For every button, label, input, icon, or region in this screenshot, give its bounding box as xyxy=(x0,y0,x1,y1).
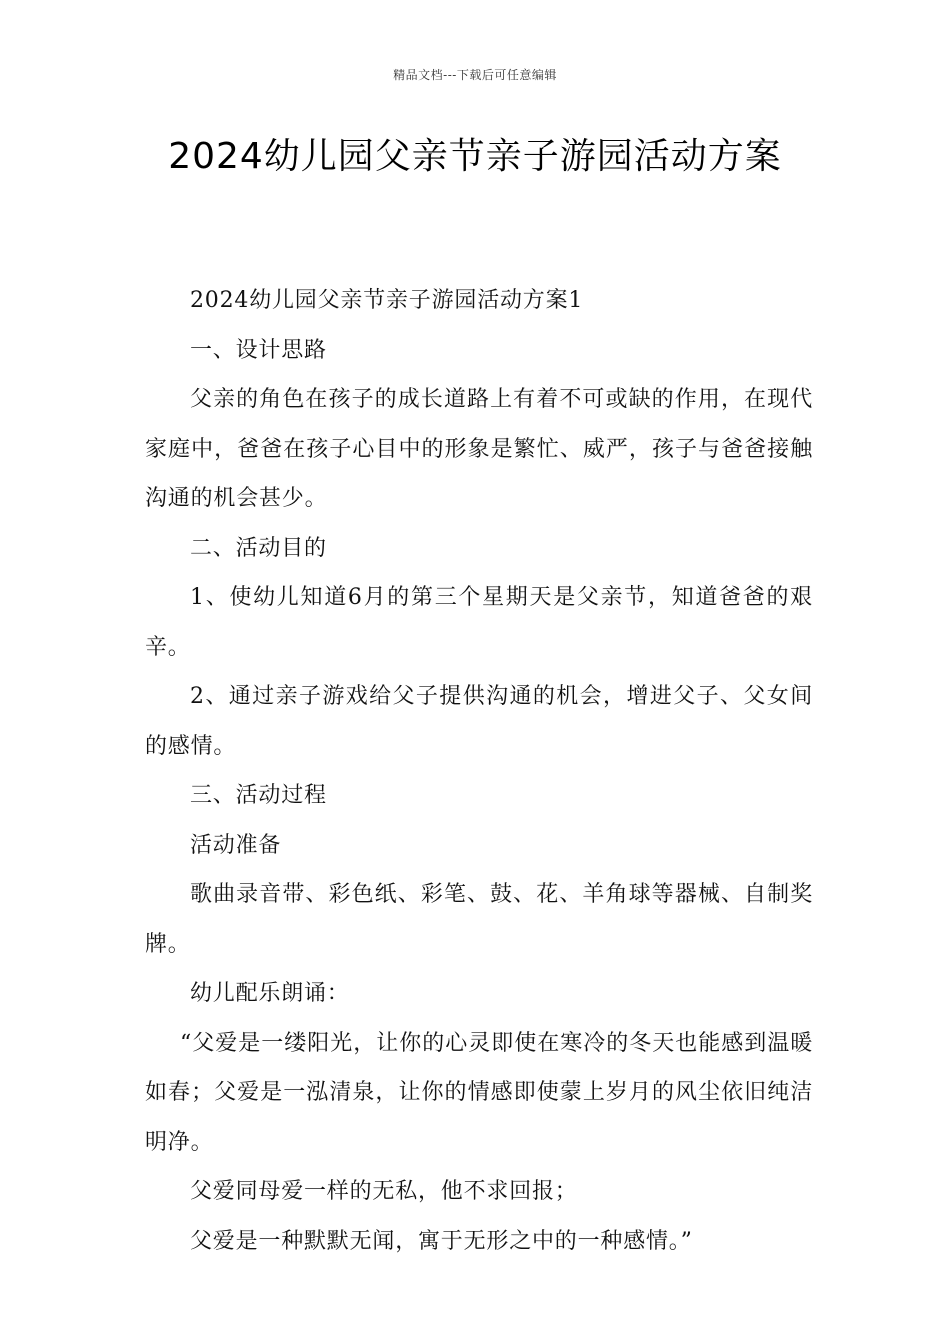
paragraph-section-heading: 2024幼儿园父亲节亲子游园活动方案1 xyxy=(190,288,584,313)
paragraph-preparation-text: 歌曲录音带、彩色纸、彩笔、鼓、花、羊角球等器械、自制奖牌。 xyxy=(145,882,813,957)
paragraph-goal-2: 2、通过亲子游戏给父子提供沟通的机会，增进父子、父女间的感情。 xyxy=(145,684,813,759)
document-body xyxy=(145,276,813,1266)
paragraph-design-heading: 一、设计思路 xyxy=(190,337,327,363)
paragraph-recitation-line-2: 父爱同母爱一样的无私，他不求回报； xyxy=(190,1179,578,1204)
paragraph-recitation-heading: 幼儿配乐朗诵： xyxy=(190,981,350,1006)
paragraph-preparation-heading: 活动准备 xyxy=(190,832,282,858)
document-title: 2024幼儿园父亲节亲子游园活动方案 xyxy=(168,136,782,177)
paragraph-goal-1: 1、使幼儿知道6月的第三个星期天是父亲节，知道爸爸的艰辛。 xyxy=(145,585,813,660)
paragraph-recitation-line-3: 父爱是一种默默无闻，寓于无形之中的一种感情。” xyxy=(190,1228,693,1254)
header-note: 精品文档---下载后可任意编辑 xyxy=(393,68,557,82)
paragraph-design-text: 父亲的角色在孩子的成长道路上有着不可或缺的作用，在现代家庭中，爸爸在孩子心目中的形象是繁忙、威严，孩子与爸爸接触沟通的机会甚少。 xyxy=(145,387,813,511)
paragraph-process-heading: 三、活动过程 xyxy=(190,783,327,808)
paragraph-goal-heading: 二、活动目的 xyxy=(190,535,327,561)
paragraph-recitation-text: “父爱是一缕阳光，让你的心灵即使在寒冷的冬天也能感到温暖如春；父爱是一泓清泉，让你的情感即使蒙上岁月的风尘依旧纯洁明净。 xyxy=(145,1030,813,1155)
